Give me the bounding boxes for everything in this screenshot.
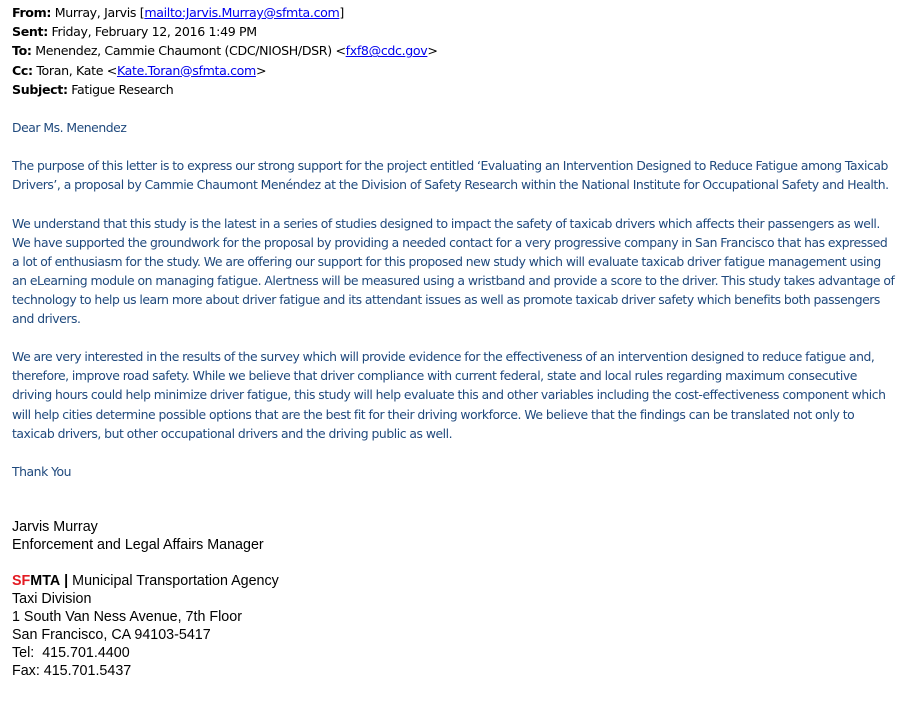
cc-line: Cc: Toran, Kate <Kate.Toran@sfmta.com> xyxy=(12,62,267,78)
email-body xyxy=(12,99,897,481)
body-paragraph: We are very interested in the results of the survey which will provide evidence for the effectiveness of an intervention designed to reduce fatigue and, therefore, improve road safety. While we believe that driver compliance with current federal, state and local rules regarding maximum consecutive driving hours could help minimize driver fatigue, this study will help evaluate this and other variables including the cost-effectiveness component which will help cities determine possible options that are the best fit for their driving workforce. We believe that the findings can be translated not only to taxicab drivers, but other occupational drivers and the driving public as well. xyxy=(12,349,886,441)
address-line-2: San Francisco, CA 94103-5417 xyxy=(12,626,211,643)
subject-line xyxy=(12,80,897,99)
from-name: Murray, Jarvis xyxy=(54,5,137,20)
sent-line xyxy=(12,22,897,41)
email-header xyxy=(12,3,897,99)
signature-name: Jarvis Murray xyxy=(12,518,98,535)
fax: Fax: 415.701.5437 xyxy=(12,662,132,679)
subject-value: Fatigue Research xyxy=(71,81,174,97)
division: Taxi Division xyxy=(12,590,92,607)
sfmta-logo-sf: SF xyxy=(12,572,31,589)
to-email-link[interactable]: fxf8@cdc.gov xyxy=(345,43,428,59)
cc-name: Toran, Kate xyxy=(36,62,104,78)
agency-line xyxy=(12,572,897,590)
from-label: From: xyxy=(12,5,52,20)
subject-label: Subject: xyxy=(12,81,68,97)
body-paragraph: The purpose of this letter is to express our strong support for the project entitled ‘Evaluating an Intervention Designed to Reduce Fatigue among Taxicab Drivers’, a proposal by Cammie Chaumont Menéndez at the Division of Safety Research within the National Institute for Occupational Safety and Health. xyxy=(12,158,889,193)
sfmta-logo-mta: MTA xyxy=(30,572,61,589)
cc-email-link[interactable]: Kate.Toran@sfmta.com xyxy=(116,62,256,78)
email-document xyxy=(12,3,897,680)
telephone: Tel: 415.701.4400 xyxy=(12,644,130,661)
address-line-1: 1 South Van Ness Avenue, 7th Floor xyxy=(12,608,242,625)
to-name: Menendez, Cammie Chaumont (CDC/NIOSH/DSR) xyxy=(35,43,332,59)
salutation: Dear Ms. Menendez xyxy=(12,120,127,136)
from-line: From: Murray, Jarvis [mailto:Jarvis.Murray@sfmta.com] xyxy=(12,5,344,20)
to-line: To: Menendez, Cammie Chaumont (CDC/NIOSH/DSR) <fxf8@cdc.gov> xyxy=(12,43,438,59)
signature-block xyxy=(12,518,897,680)
sent-value: Friday, February 12, 2016 1:49 PM xyxy=(51,24,257,40)
body-paragraph: We understand that this study is the latest in a series of studies designed to impact the safety of taxicab drivers which affects their passengers as well. We have supported the groundwork for the proposal by providing a needed contact for a very progressive company in San Francisco that has expressed a lot of enthusiasm for the study. We are offering our support for this proposed new study which will evaluate taxicab driver fatigue management using an eLearning module on managing fatigue. Alertness will be measured using a wristband and provide a score to the driver. This study takes advantage of technology to help us learn more about driver fatigue and its attendant issues as well as promote taxicab driver safety which benefits both passengers and drivers. xyxy=(12,215,895,327)
cc-label: Cc: xyxy=(12,62,33,78)
separator: | xyxy=(64,572,69,589)
to-label: To: xyxy=(12,43,32,59)
signature-title: Enforcement and Legal Affairs Manager xyxy=(12,536,264,553)
from-mailto-link[interactable]: mailto:Jarvis.Murray@sfmta.com xyxy=(144,5,340,20)
sent-label: Sent: xyxy=(12,24,48,40)
closing: Thank You xyxy=(12,463,72,479)
agency-name: Municipal Transportation Agency xyxy=(72,572,279,589)
